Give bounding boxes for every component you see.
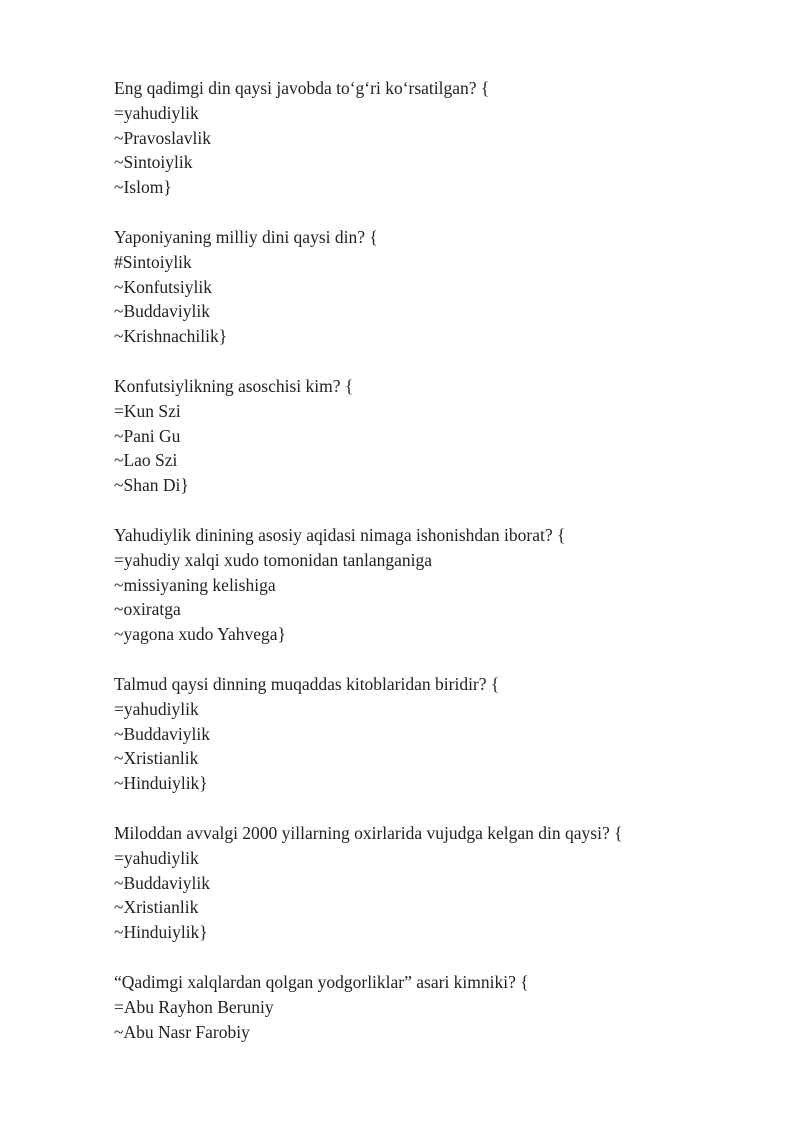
answer-option: ~Konfutsiylik — [114, 276, 212, 297]
answer-option: ~Shan Di} — [114, 475, 189, 496]
answer-option: ~Pravoslavlik — [114, 127, 211, 148]
question-block — [114, 225, 774, 349]
answer-option: =yahudiylik — [114, 102, 199, 123]
answer-option: ~Abu Nasr Farobiy — [114, 1021, 250, 1042]
question-block — [114, 821, 774, 945]
question-text: “Qadimgi xalqlardan qolgan yodgorliklar” asari kimniki? { — [114, 971, 529, 992]
answer-option: ~oxiratga — [114, 599, 181, 620]
answer-option: #Sintoiylik — [114, 251, 192, 272]
answer-option: ~Xristianlik — [114, 897, 199, 918]
document-page — [114, 76, 774, 1069]
answer-option: ~Krishnachilik} — [114, 326, 228, 347]
answer-option: =yahudiylik — [114, 847, 199, 868]
answer-option: ~Buddaviylik — [114, 301, 210, 322]
question-text: Talmud qaysi dinning muqaddas kitoblaridan biridir? { — [114, 673, 500, 694]
answer-option: ~Xristianlik — [114, 748, 199, 769]
answer-option: =yahudiylik — [114, 698, 199, 719]
question-block — [114, 523, 774, 647]
answer-option: ~Islom} — [114, 177, 172, 198]
answer-option: ~Sintoiylik — [114, 152, 193, 173]
answer-option: =Abu Rayhon Beruniy — [114, 996, 274, 1017]
question-block — [114, 672, 774, 796]
answer-option: ~Pani Gu — [114, 425, 181, 446]
answer-option: ~Buddaviylik — [114, 872, 210, 893]
answer-option: ~missiyaning kelishiga — [114, 574, 276, 595]
question-text: Miloddan avvalgi 2000 yillarning oxirlarida vujudga kelgan din qaysi? { — [114, 822, 623, 843]
answer-option: ~Buddaviylik — [114, 723, 210, 744]
question-block — [114, 970, 774, 1044]
question-text: Eng qadimgi din qaysi javobda to‘g‘ri ko‘rsatilgan? { — [114, 78, 490, 98]
answer-option: ~Lao Szi — [114, 450, 178, 471]
question-block — [114, 374, 774, 498]
question-text: Yaponiyaning milliy dini qaysi din? { — [114, 226, 378, 247]
answer-option: ~yagona xudo Yahvega} — [114, 624, 286, 645]
answer-option: ~Hinduiylik} — [114, 773, 208, 794]
answer-option: ~Hinduiylik} — [114, 922, 208, 943]
question-block — [114, 76, 774, 200]
answer-option: =yahudiy xalqi xudo tomonidan tanlanganiga — [114, 549, 432, 570]
question-text: Konfutsiylikning asoschisi kim? { — [114, 375, 354, 396]
answer-option: =Kun Szi — [114, 400, 181, 421]
question-text: Yahudiylik dinining asosiy aqidasi nimaga ishonishdan iborat? { — [114, 524, 566, 545]
